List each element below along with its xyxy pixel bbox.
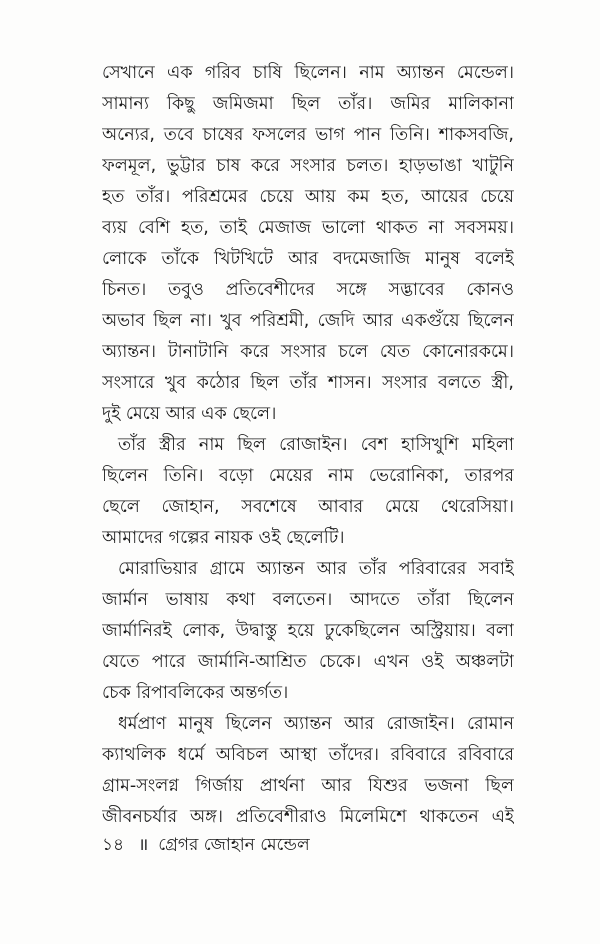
text-line: অ্যান্তন। টানাটানি করে সংসার চলে যেত কোনোরকমে। — [102, 342, 514, 362]
text-line: ধর্মপ্রাণ মানুষ ছিলেন অ্যান্তন আর রোজাইন। রোমান — [118, 714, 514, 734]
text-line: চেক রিপাবলিকের অন্তর্গত। — [102, 683, 289, 703]
text-line: সেখানে এক গরিব চাষি ছিলেন। নাম অ্যান্তন মেন্ডেল। — [102, 63, 514, 83]
text-line: ফলমূল, ভুট্টার চাষ করে সংসার চলত। হাড়ভাঙা খাটুনি — [102, 156, 514, 176]
text-line: অভাব ছিল না। খুব পরিশ্রমী, জেদি আর একগুঁয়ে ছিলেন — [102, 311, 514, 331]
text-line: জার্মান ভাষায় কথা বলতেন। আদতে তাঁরা ছিলেন — [102, 590, 514, 610]
footer-separator: ॥ — [138, 835, 149, 855]
text-line: ছেলে জোহান, সবশেষে আবার মেয়ে থেরেসিয়া। — [102, 497, 514, 517]
text-line: ক্যাথলিক ধর্মে অবিচল আস্থা তাঁদের। রবিবারে রবিবারে — [102, 745, 514, 765]
text-line: হত তাঁর। পরিশ্রমের চেয়ে আয় কম হত, আয়ের চেয়ে — [102, 187, 514, 207]
text-line: মোরাভিয়ার গ্রামে অ্যান্তন আর তাঁর পরিবারের সবাই — [118, 559, 514, 579]
text-line: জীবনচর্যার অঙ্গ। প্রতিবেশীরাও মিলেমিশে থাকতেন এই — [102, 807, 514, 827]
page-number: ১৪ — [102, 835, 125, 855]
text-line: যেতে পারে জার্মানি-আশ্রিত চেকে। এখন ওই অঞ্চলটা — [102, 652, 514, 672]
text-line: লোকে তাঁকে খিটখিটে আর বদমেজাজি মানুষ বলেই — [102, 249, 514, 269]
page-footer — [102, 830, 514, 860]
text-line: চিনত। তবুও প্রতিবেশীদের সঙ্গে সদ্ভাবের কোনও — [102, 280, 514, 300]
text-line: জার্মানিরই লোক, উদ্বাস্তু হয়ে ঢুকেছিলেন অস্ট্রিয়ায়। বলা — [102, 621, 514, 641]
text-line: সংসারে খুব কঠোর ছিল তাঁর শাসন। সংসার বলতে স্ত্রী, — [102, 373, 514, 393]
text-line: তাঁর স্ত্রীর নাম ছিল রোজাইন। বেশ হাসিখুশি মহিলা — [118, 435, 514, 455]
text-line: ছিলেন তিনি। বড়ো মেয়ের নাম ভেরোনিকা, তারপর — [102, 466, 514, 486]
text-line: সামান্য কিছু জমিজমা ছিল তাঁর। জমির মালিকানা — [102, 94, 514, 114]
text-line: দুই মেয়ে আর এক ছেলে। — [102, 404, 277, 424]
text-line: ব্যয় বেশি হত, তাই মেজাজ ভালো থাকত না সবসময়। — [102, 218, 514, 238]
text-line: গ্রাম-সংলগ্ন গির্জায় প্রার্থনা আর যিশুর ভজনা ছিল — [102, 776, 514, 796]
running-title: গ্রেগর জোহান মেন্ডেল — [158, 835, 310, 855]
text-line: অন্যের, তবে চাষের ফসলের ভাগ পান তিনি। শাকসবজি, — [102, 125, 514, 145]
text-line: আমাদের গল্পের নায়ক ওই ছেলেটি। — [102, 528, 345, 548]
